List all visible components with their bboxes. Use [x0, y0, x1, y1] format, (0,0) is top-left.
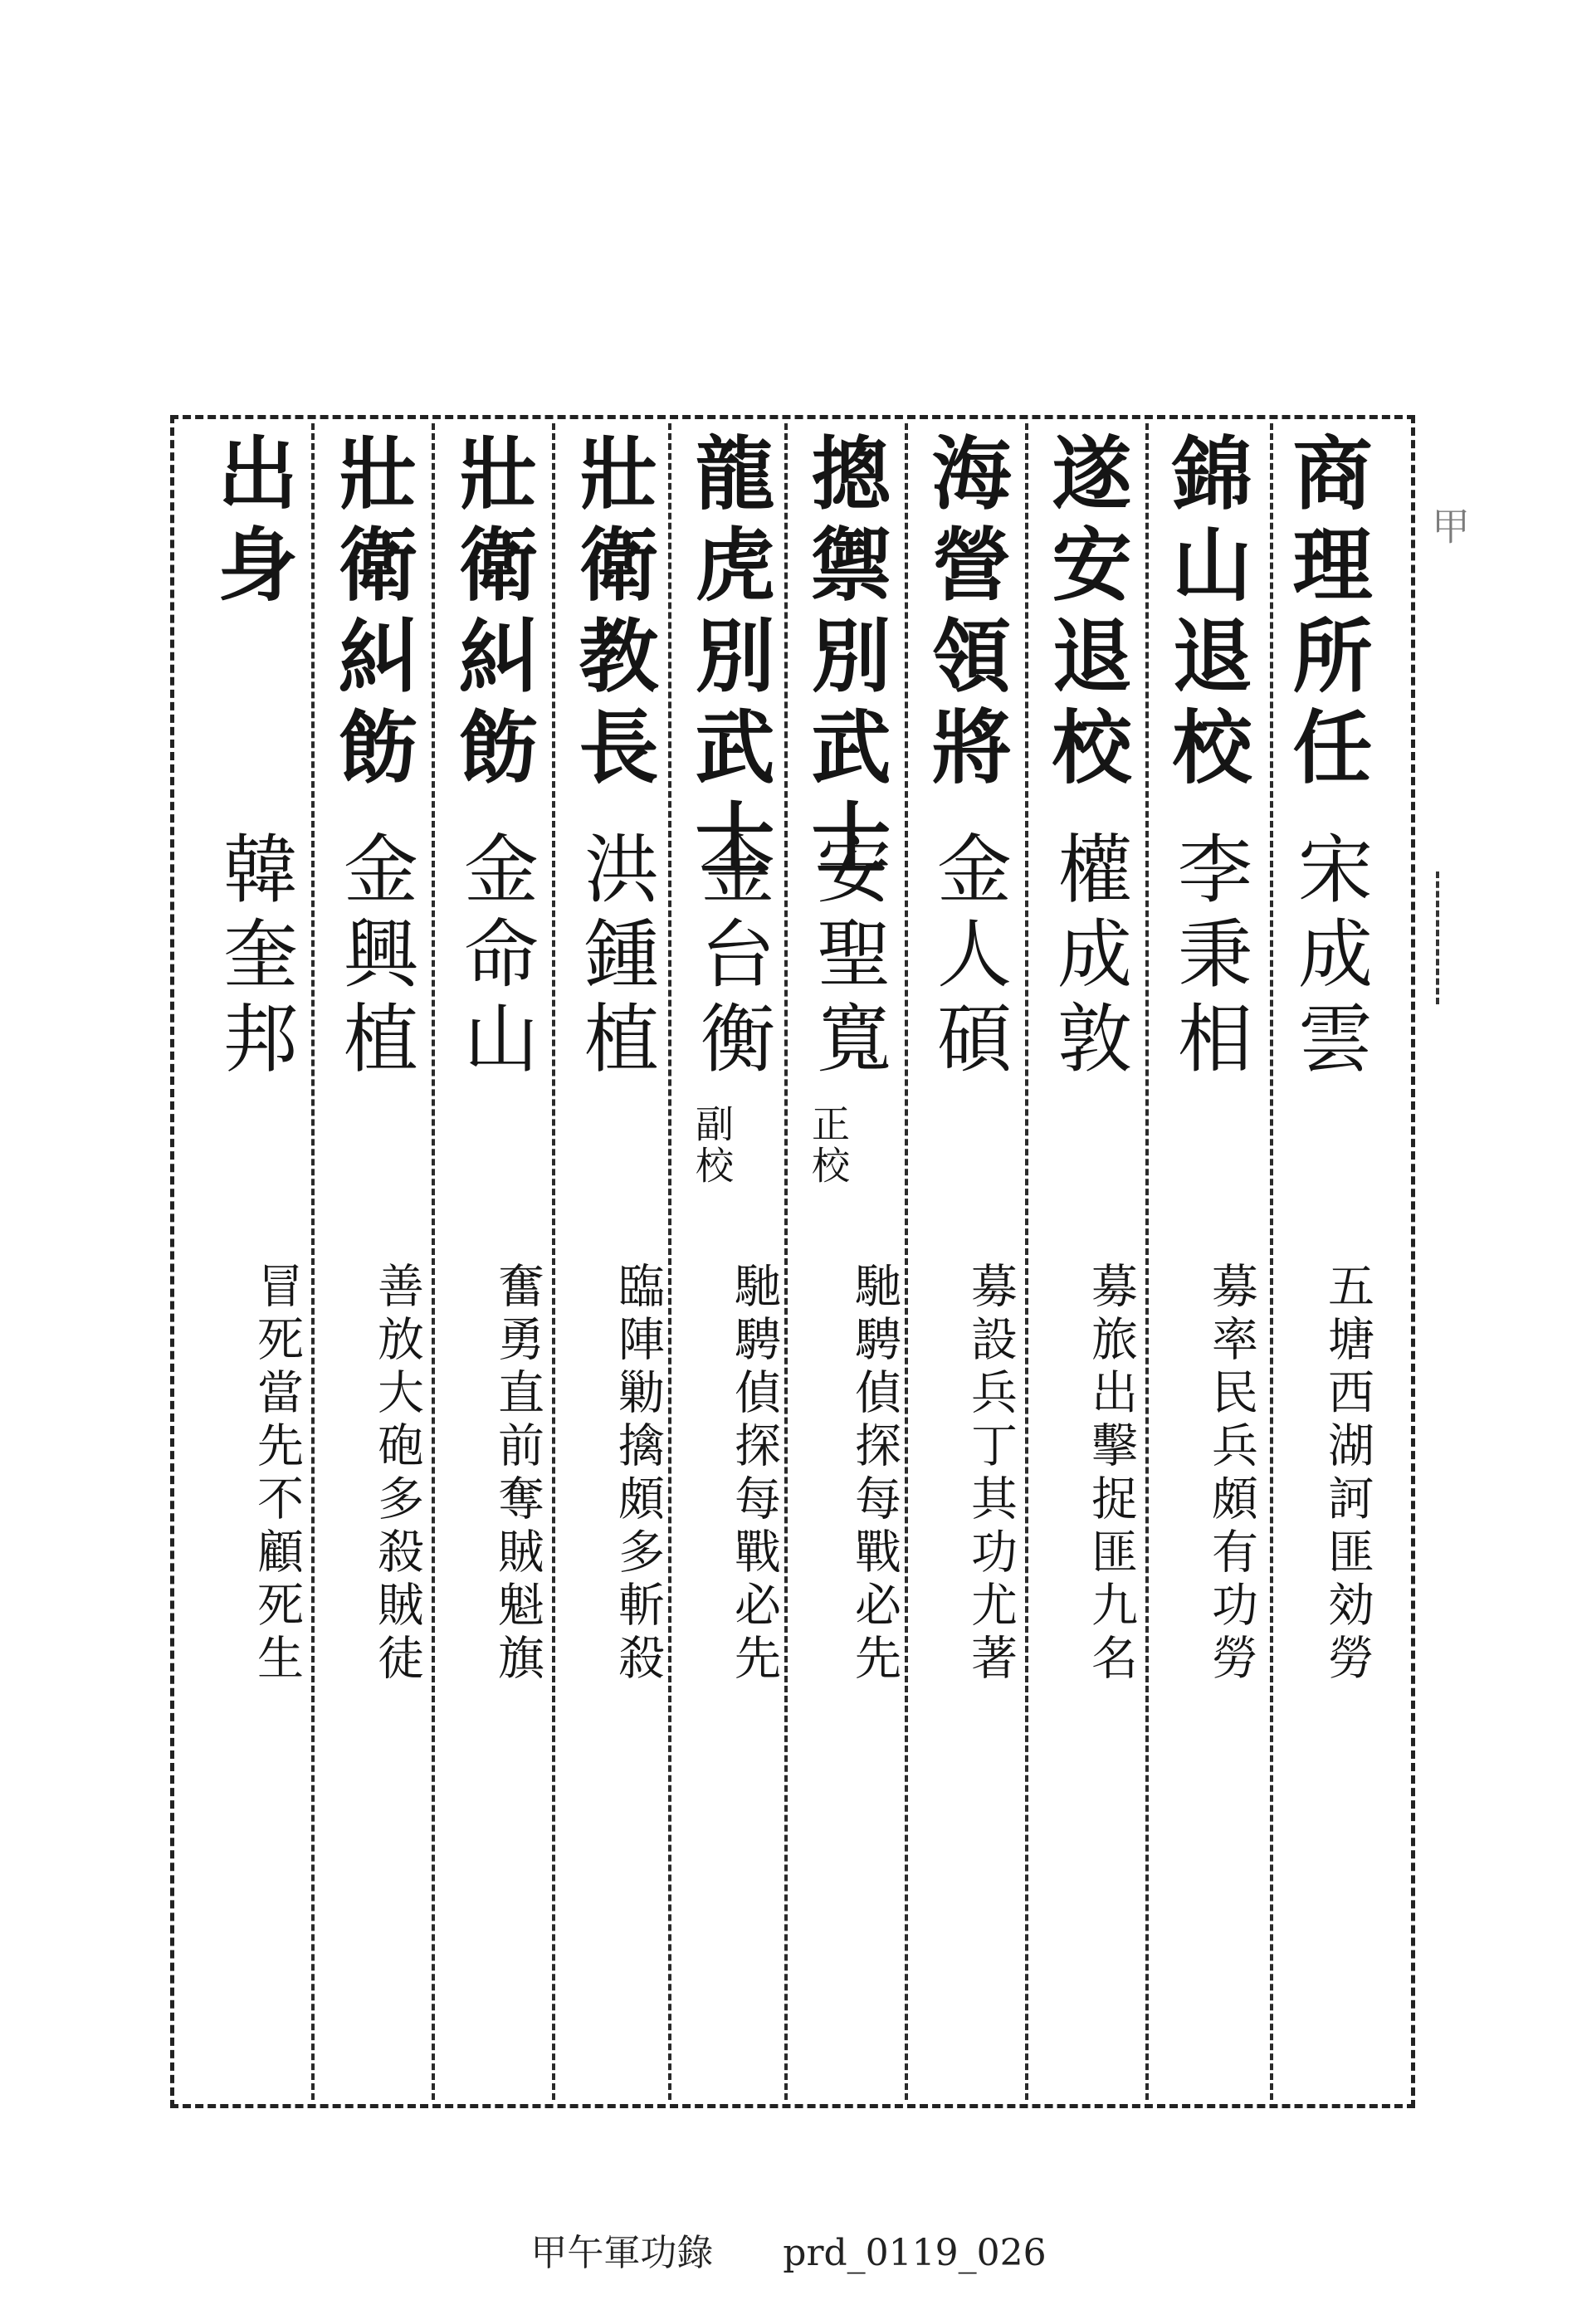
- entry-name: 韓奎邦: [210, 830, 297, 1084]
- entry-title: 遂安退校: [1039, 432, 1133, 797]
- margin-mark: 甲: [1426, 506, 1471, 544]
- entry-note: 臨陣勦擒頗多斬殺: [611, 1262, 665, 1687]
- entry-name: 洪鍾植: [571, 830, 658, 1084]
- entry-title: 摠禦別武士: [798, 432, 892, 888]
- column-rule: [432, 423, 435, 2100]
- entry-name: 權成敦: [1044, 830, 1131, 1084]
- entry-title: 壯衛糾飭: [325, 432, 419, 797]
- entry-rank: 正校: [806, 1104, 851, 1187]
- entry-title: 海營領將: [919, 432, 1013, 797]
- footer-book-title: 甲午軍功錄: [530, 2232, 714, 2274]
- column-rule: [1025, 423, 1028, 2100]
- entry-name: 金興植: [330, 830, 417, 1084]
- entry-name: 李秉相: [1164, 830, 1252, 1084]
- entry-name: 宋成雲: [1285, 830, 1372, 1084]
- page-footer: [0, 2223, 1577, 2276]
- column-rule: [1270, 423, 1273, 2100]
- column-rule: [784, 423, 788, 2100]
- entry-note: 募率民兵頗有功勞: [1204, 1262, 1258, 1687]
- column-rule: [311, 423, 315, 2100]
- entry-note: 奮勇直前奪賊魁旗: [491, 1262, 544, 1687]
- entry-title: 龍虎別武士: [682, 432, 776, 888]
- column-rule: [552, 423, 555, 2100]
- entry-title: 壯衛糾飭: [446, 432, 540, 797]
- entry-note: 冒死當先不顧死生: [250, 1262, 304, 1687]
- entry-note: 五塘西湖訶匪効勞: [1321, 1262, 1374, 1687]
- entry-note: 募設兵丁其功尤著: [964, 1262, 1018, 1687]
- margin-dash: [1436, 872, 1439, 1004]
- column-rule: [1145, 423, 1149, 2100]
- entry-note: 馳騁偵探每戰必先: [847, 1262, 901, 1687]
- entry-name: 金人碩: [924, 830, 1011, 1084]
- entry-name: 安聖寬: [803, 830, 891, 1084]
- entry-title: 出身: [205, 432, 299, 614]
- entry-rank: 副校: [690, 1104, 735, 1187]
- entry-title: 商理所任: [1280, 432, 1374, 797]
- footer-page-id: prd_0119_026: [783, 2232, 1047, 2274]
- entry-title: 壯衛教長: [566, 432, 660, 797]
- entry-note: 馳騁偵探每戰必先: [727, 1262, 781, 1687]
- entry-name: 金命山: [451, 830, 538, 1084]
- entry-note: 募旅出擊捉匪九名: [1084, 1262, 1138, 1687]
- entry-note: 善放大砲多殺賊徒: [370, 1262, 424, 1687]
- column-rule: [905, 423, 908, 2100]
- entry-name: 金台衡: [687, 830, 774, 1084]
- column-rule: [668, 423, 671, 2100]
- entry-title: 錦山退校: [1160, 432, 1253, 797]
